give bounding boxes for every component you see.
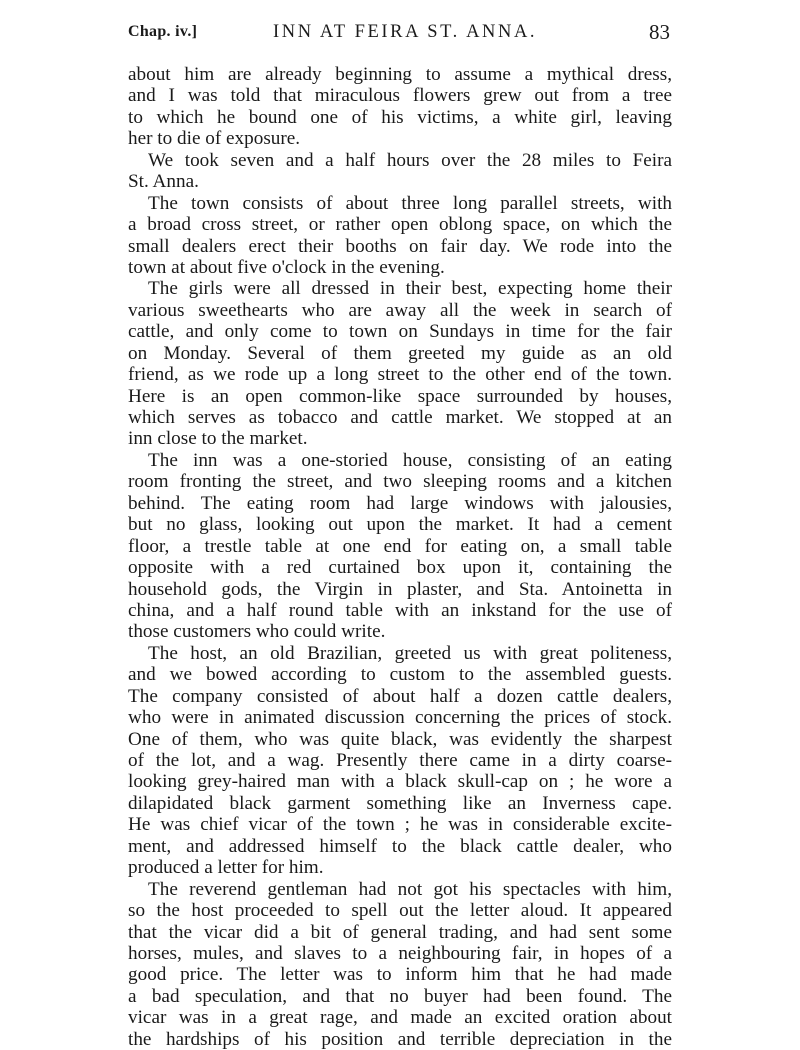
text-line: a bad speculation, and that no buyer had been found. The — [128, 985, 672, 1007]
text-line: floor, a trestle table at one end for eating on, a small table — [128, 535, 672, 557]
running-title: INN AT FEIRA ST. ANNA. — [273, 22, 538, 42]
text-line: The host, an old Brazilian, greeted us with great politeness, — [148, 642, 672, 664]
text-line: dilapidated black garment something like an Inverness cape. — [128, 792, 672, 814]
text-line: of the lot, and a wag. Presently there came in a dirty coarse- — [128, 750, 672, 771]
text-line: vicar was in a great rage, and made an excited oration about — [128, 1007, 672, 1029]
paragraph — [128, 643, 672, 879]
text-line: various sweethearts who are away all the week in search of — [128, 299, 672, 321]
text-line: and I was told that miraculous flowers grew out from a tree — [128, 85, 672, 107]
text-line: horses, mules, and slaves to a neighbouring fair, in hopes of a — [128, 942, 672, 964]
text-line: The company consisted of about half a dozen cattle dealers, — [128, 685, 672, 707]
text-line: The inn was a one-storied house, consisting of an eating — [148, 449, 672, 471]
text-line: We took seven and a half hours over the 28 miles to Feira — [148, 149, 672, 171]
running-head — [128, 20, 672, 48]
text-line: those customers who could write. — [128, 621, 386, 643]
paragraph — [128, 64, 672, 150]
text-line: room fronting the street, and two sleeping rooms and a kitchen — [128, 471, 672, 493]
text-line: household gods, the Virgin in plaster, and Sta. Antoinetta in — [128, 578, 672, 600]
text-line: The town consists of about three long parallel streets, with — [148, 192, 672, 214]
paragraph — [128, 879, 672, 1050]
text-line: behind. The eating room had large windows with jalousies, — [128, 492, 672, 514]
text-line: a broad cross street, or rather open oblong space, on which the — [128, 214, 672, 236]
paragraph — [128, 150, 672, 193]
text-line: so the host proceeded to spell out the letter aloud. It appeared — [128, 900, 672, 922]
text-line: on Monday. Several of them greeted my guide as an old — [128, 342, 672, 364]
text-line: The reverend gentleman had not got his spectacles with him, — [148, 878, 672, 900]
text-line: which serves as tobacco and cattle market. We stopped at an — [128, 407, 672, 428]
text-line: The girls were all dressed in their best, expecting home their — [148, 278, 672, 300]
text-line: cattle, and only come to town on Sundays in time for the fair — [128, 321, 672, 343]
text-line: the hardships of his position and terrible depreciation in the — [128, 1028, 672, 1050]
body-text — [128, 64, 672, 1050]
text-line: small dealers erect their booths on fair day. We rode into the — [128, 235, 672, 257]
text-line: opposite with a red curtained box upon it, containing the — [128, 557, 672, 579]
text-line: who were in animated discussion concerning the prices of stock. — [128, 707, 672, 729]
text-line: china, and a half round table with an inkstand for the use of — [128, 599, 672, 621]
text-line: to which he bound one of his victims, a white girl, leaving — [128, 106, 672, 128]
paragraph — [128, 193, 672, 279]
text-line: He was chief vicar of the town ; he was in considerable excite- — [128, 814, 672, 836]
paragraph — [128, 278, 672, 450]
text-line: produced a letter for him. — [128, 857, 324, 879]
text-line: good price. The letter was to inform him that he had made — [128, 964, 672, 986]
text-line: about him are already beginning to assume a mythical dress, — [128, 64, 672, 85]
text-line: St. Anna. — [128, 171, 199, 193]
text-line: her to die of exposure. — [128, 128, 301, 150]
text-line: Here is an open common-like space surrounded by houses, — [128, 385, 672, 407]
text-line: inn close to the market. — [128, 428, 308, 450]
text-line: but no glass, looking out upon the market. It had a cement — [128, 514, 672, 536]
text-line: that the vicar did a bit of general trading, and had sent some — [128, 921, 672, 943]
page-number: 83 — [649, 20, 670, 44]
paragraph — [128, 450, 672, 643]
text-line: friend, as we rode up a long street to the other end of the town. — [128, 364, 672, 386]
text-line: ment, and addressed himself to the black cattle dealer, who — [128, 835, 672, 857]
text-line: One of them, who was quite black, was evidently the sharpest — [128, 728, 672, 750]
text-line: town at about five o'clock in the evening. — [128, 256, 445, 278]
text-line: looking grey-haired man with a black skull-cap on ; he wore a — [128, 771, 672, 793]
chapter-label: Chap. iv.] — [128, 23, 198, 40]
text-line: and we bowed according to custom to the assembled guests. — [128, 664, 672, 686]
